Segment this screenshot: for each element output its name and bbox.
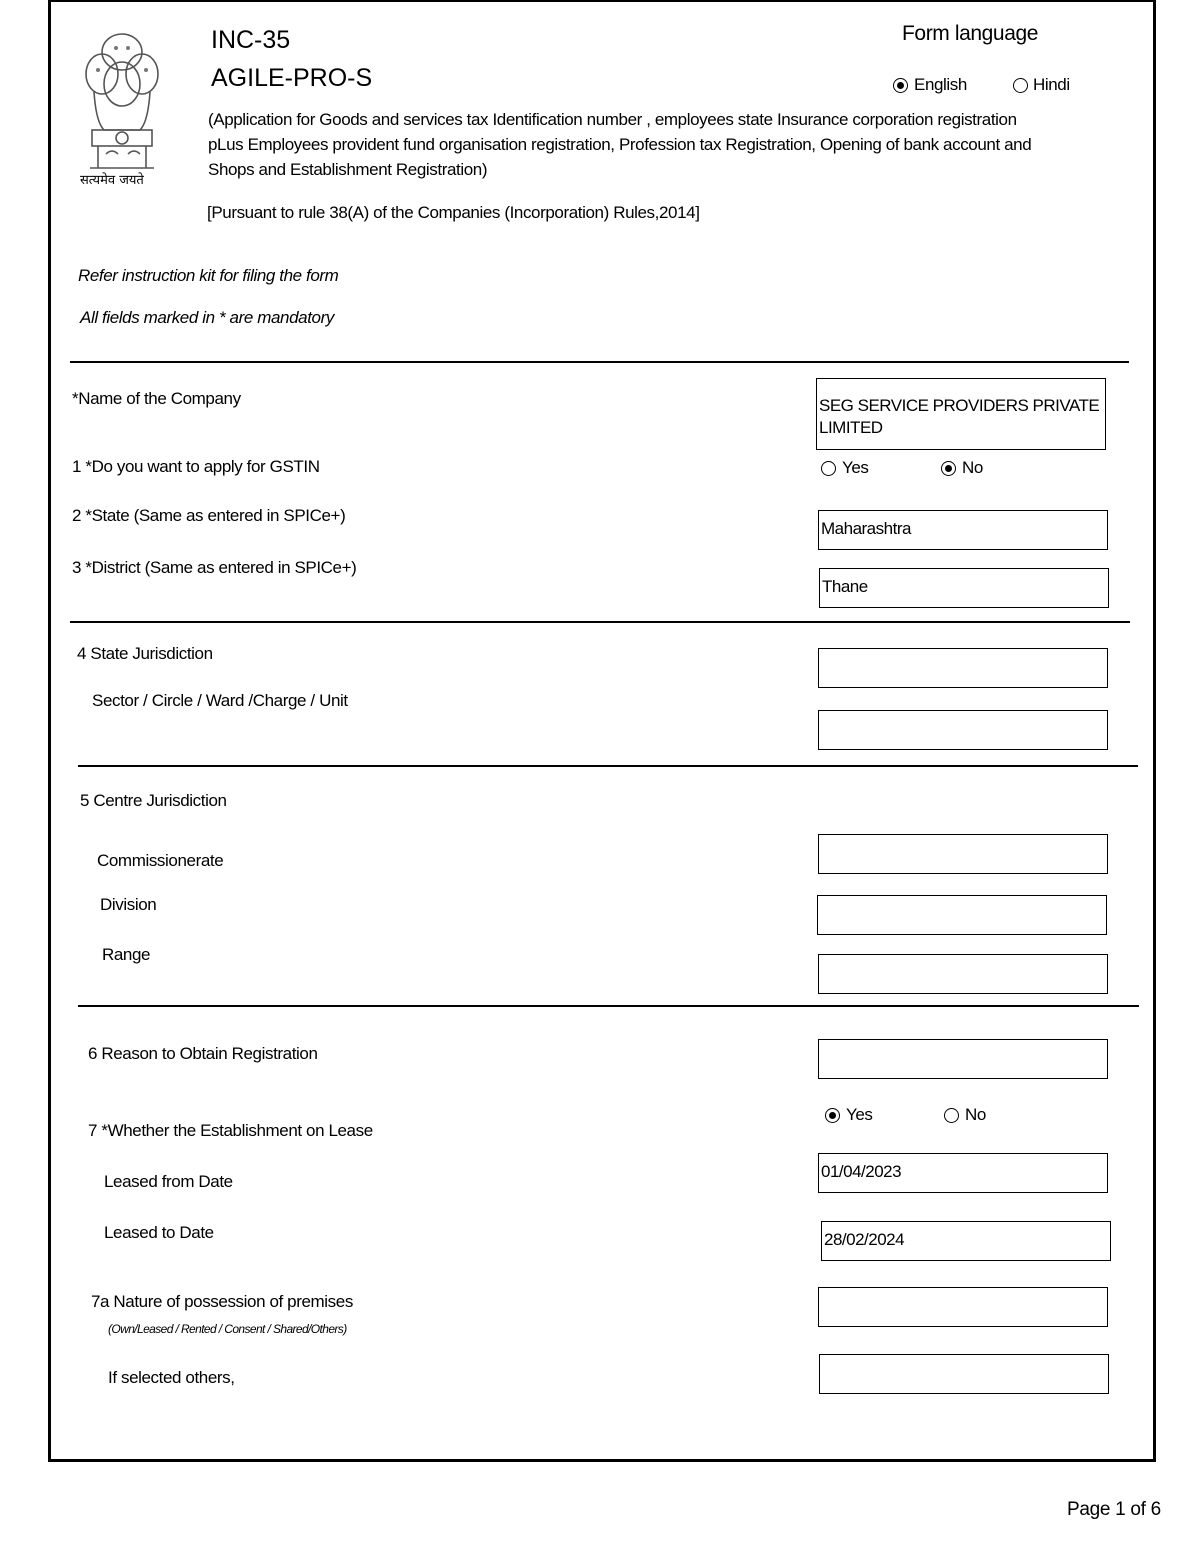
company-name-label: *Name of the Company bbox=[72, 389, 241, 408]
state-jurisdiction-sub-label: Sector / Circle / Ward /Charge / Unit bbox=[92, 691, 348, 710]
lease-yes-label: Yes bbox=[846, 1105, 873, 1124]
lease-question-label: 7 *Whether the Establishment on Lease bbox=[88, 1121, 373, 1140]
state-jurisdiction-field-1[interactable] bbox=[818, 648, 1108, 688]
mandatory-note: All fields marked in * are mandatory bbox=[80, 308, 334, 327]
language-hindi-radio[interactable] bbox=[1013, 78, 1028, 93]
form-name: AGILE-PRO-S bbox=[211, 64, 373, 92]
gstin-yes-label: Yes bbox=[842, 458, 869, 477]
language-english-label: English bbox=[914, 75, 967, 94]
divider bbox=[78, 1005, 1139, 1007]
state-label: 2 *State (Same as entered in SPICe+) bbox=[72, 506, 346, 525]
possession-label: 7a Nature of possession of premises bbox=[91, 1292, 353, 1311]
form-description-line-2: pLus Employees provident fund organisation registration, Profession tax Registration, Opening of bank account and bbox=[208, 135, 1032, 154]
leased-to-label: Leased to Date bbox=[104, 1223, 214, 1242]
gstin-no-radio[interactable] bbox=[941, 461, 956, 476]
language-english-radio[interactable] bbox=[893, 78, 908, 93]
divider bbox=[70, 361, 1129, 363]
divider bbox=[78, 765, 1138, 767]
reason-label: 6 Reason to Obtain Registration bbox=[88, 1044, 318, 1063]
form-description-line-1: (Application for Goods and services tax Identification number , employees state Insurance corporation registration bbox=[208, 110, 1017, 129]
company-name-value-line-1: SEG SERVICE PROVIDERS PRIVATE bbox=[819, 396, 1100, 415]
state-jurisdiction-label: 4 State Jurisdiction bbox=[77, 644, 213, 663]
district-label: 3 *District (Same as entered in SPICe+) bbox=[72, 558, 357, 577]
lease-no-radio[interactable] bbox=[944, 1108, 959, 1123]
company-name-value-line-2: LIMITED bbox=[819, 418, 883, 437]
page-number: Page 1 of 6 bbox=[1067, 1499, 1161, 1520]
district-field[interactable]: Thane bbox=[819, 568, 1109, 608]
divider bbox=[70, 621, 1130, 623]
leased-from-label: Leased from Date bbox=[104, 1172, 233, 1191]
instruction-note: Refer instruction kit for filing the form bbox=[78, 266, 339, 285]
centre-jurisdiction-label: 5 Centre Jurisdiction bbox=[80, 791, 227, 810]
form-language-label: Form language bbox=[902, 22, 1039, 45]
lease-yes-radio[interactable] bbox=[825, 1108, 840, 1123]
range-field[interactable] bbox=[818, 954, 1108, 994]
form-description-line-3: Shops and Establishment Registration) bbox=[208, 160, 488, 179]
division-label: Division bbox=[100, 895, 157, 914]
state-jurisdiction-field-2[interactable] bbox=[818, 710, 1108, 750]
gstin-yes-radio[interactable] bbox=[821, 461, 836, 476]
gstin-question-label: 1 *Do you want to apply for GSTIN bbox=[72, 457, 320, 476]
national-emblem-icon bbox=[76, 22, 168, 192]
division-field[interactable] bbox=[817, 895, 1107, 935]
others-field[interactable] bbox=[819, 1354, 1109, 1394]
form-number: INC-35 bbox=[211, 26, 291, 54]
range-label: Range bbox=[102, 945, 151, 964]
leased-to-field[interactable]: 28/02/2024 bbox=[821, 1221, 1111, 1261]
state-field[interactable]: Maharashtra bbox=[818, 510, 1108, 550]
rule-reference: [Pursuant to rule 38(A) of the Companies (Incorporation) Rules,2014] bbox=[207, 203, 700, 222]
commissionerate-field[interactable] bbox=[818, 834, 1108, 874]
company-name-field[interactable] bbox=[816, 378, 1106, 450]
lease-no-label: No bbox=[965, 1105, 986, 1124]
others-label: If selected others, bbox=[108, 1368, 235, 1387]
possession-hint: (Own/Leased / Rented / Consent / Shared/Others) bbox=[108, 1322, 347, 1336]
gstin-no-label: No bbox=[962, 458, 983, 477]
leased-from-field[interactable]: 01/04/2023 bbox=[818, 1153, 1108, 1193]
commissionerate-label: Commissionerate bbox=[97, 851, 224, 870]
reason-field[interactable] bbox=[818, 1039, 1108, 1079]
language-hindi-label: Hindi bbox=[1033, 75, 1070, 94]
emblem-motto: सत्यमेव जयते bbox=[80, 173, 144, 188]
possession-field[interactable] bbox=[818, 1287, 1108, 1327]
